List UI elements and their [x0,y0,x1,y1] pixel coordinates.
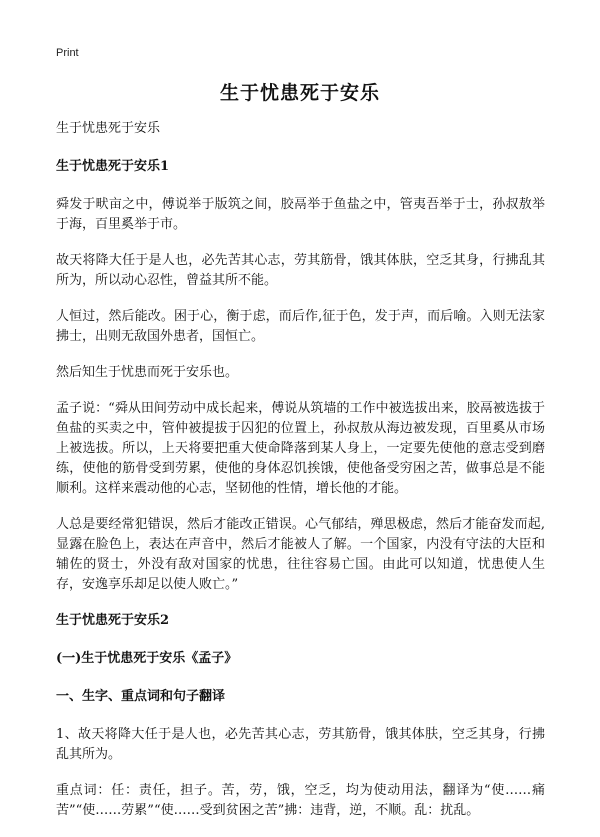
paragraph-4: 然后知生于忧患而死于安乐也。 [56,365,239,380]
subtitle: 生于忧患死于安乐 [56,121,161,136]
paragraph-2: 故天将降大任于是人也，必先苦其心志，劳其筋骨，饿其体肤，空乏其身，行拂乱其所为，所以动心忍性，曾益其所不能。 [56,253,545,288]
page-title: 生于忧患死于安乐 [219,82,380,104]
section-heading-4: 一、生字、重点词和句子翻译 [56,689,226,704]
document-body [56,119,545,837]
paragraph-1: 舜发于畎亩之中，傅说举于版筑之间，胶鬲举于鱼盐之中，管夷吾举于士，孙叔敖举于海，百里奚举于市。 [56,197,545,232]
section-heading-3: (一)生于忧患死于安乐《孟子》 [56,651,238,666]
paragraph-8: 重点词：任：责任，担子。苦，劳，饿，空乏，均为使动用法，翻译为“使……痛苦”“使……劳累”“使……受到贫困之苦”拂：违背，逆，不顺。乱：扰乱。 [56,783,545,818]
paragraph-6: 人总是要经常犯错误，然后才能改正错误。心气郁结，殚思极虑，然后才能奋发而起,显露在脸色上，表达在声音中，然后才能被人了解。一个国家，内没有守法的大臣和辅佐的贤士，外没有敌对国家的忧患，往往容易亡国。由此可以知道，忧患使人生存，安逸享乐却足以使人败亡。” [56,517,545,592]
section-heading-2: 生于忧患死于安乐2 [56,613,170,628]
section-heading-1: 生于忧患死于安乐1 [56,159,170,174]
print-label[interactable]: Print [56,47,79,59]
paragraph-5: 孟子说：“舜从田间劳动中成长起来，傅说从筑墙的工作中被选拔出来，胶鬲被选拔于鱼盐的买卖之中，管仲被提拔于囚犯的位置上，孙叔敖从海边被发现，百里奚从市场上被选拔。所以，上天将要把重大使命降落到某人身上，一定要先使他的意志受到磨练，使他的筋骨受到劳累，使他的身体忍饥挨饿，使他备受穷困之苦，做事总是不能顺利。这样来震动他的心志，坚韧他的性情，增长他的才能。 [56,401,545,496]
paragraph-7: 1、故天将降大任于是人也，必先苦其心志，劳其筋骨，饿其体肤，空乏其身，行拂乱其所为。 [56,727,545,762]
paragraph-3: 人恒过，然后能改。困于心，衡于虑，而后作,征于色，发于声，而后喻。入则无法家拂士，出则无敌国外患者，国恒亡。 [56,309,545,344]
